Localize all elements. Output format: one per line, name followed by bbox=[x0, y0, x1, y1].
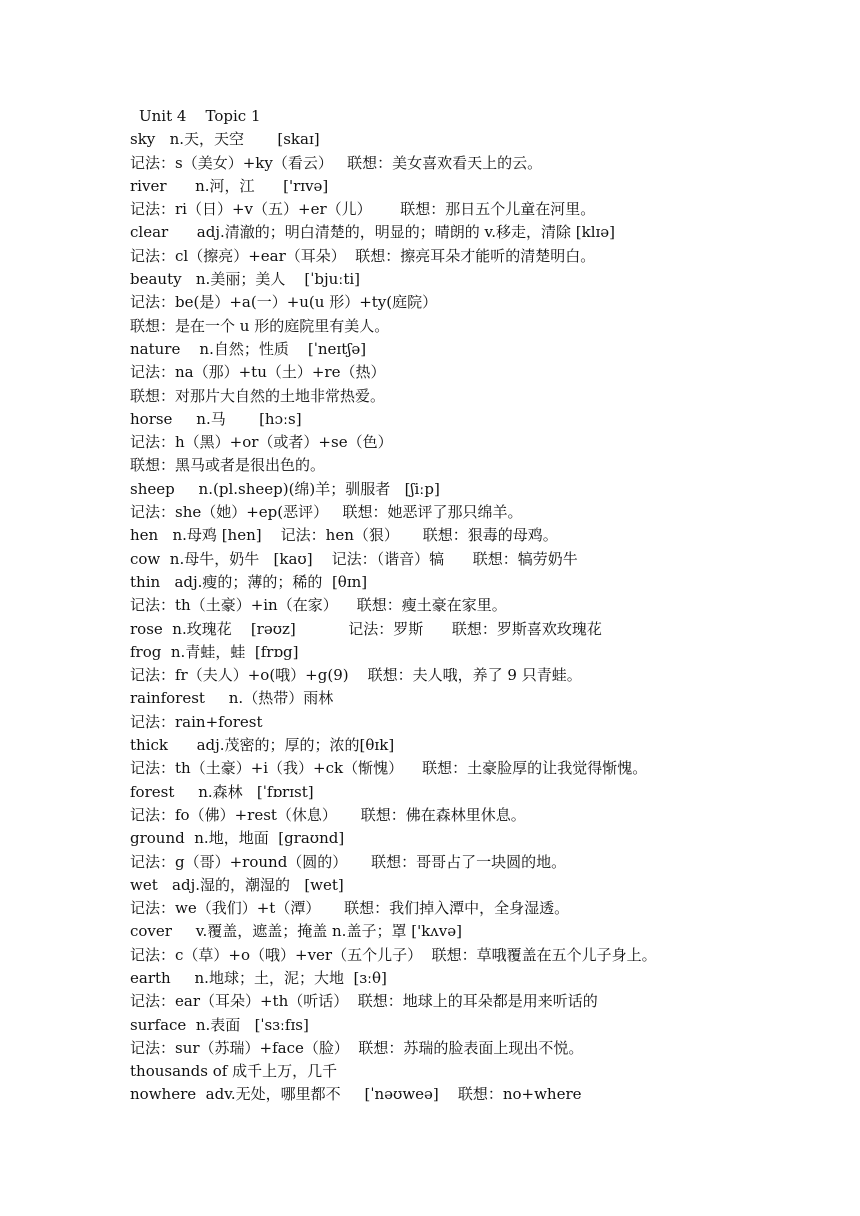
vocab-line: 记法：na（那）+tu（土）+re（热） bbox=[130, 363, 386, 382]
vocab-line: 记法：ri（日）+v（五）+er（儿） 联想：那日五个儿童在河里。 bbox=[130, 200, 596, 219]
vocab-line: 记法：rain+forest bbox=[130, 712, 263, 731]
vocab-line: thousands of 成千上万，几千 bbox=[130, 1062, 338, 1081]
vocab-line: 记法：fo（佛）+rest（休息） 联想：佛在森林里休息。 bbox=[130, 805, 526, 824]
vocab-line: 记法：c（草）+o（哦）+ver（五个儿子） 联想：草哦覆盖在五个儿子身上。 bbox=[130, 945, 657, 964]
vocab-line: cow n.母牛，奶牛 [kaʊ] 记法：（谐音）犒 联想：犒劳奶牛 bbox=[130, 549, 578, 568]
vocab-line: 记法：g（哥）+round（圆的） 联想：哥哥占了一块圆的地。 bbox=[130, 852, 567, 871]
vocab-line: 记法：ear（耳朵）+th（听话） 联想：地球上的耳朵都是用来听话的 bbox=[130, 992, 598, 1011]
vocab-line: river n.河，江 ['rɪvə] bbox=[130, 176, 329, 195]
vocab-line: earth n.地球；土，泥；大地 [ɜːθ] bbox=[130, 968, 387, 987]
vocab-line: 记法：s（美女）+ky（看云） 联想：美女喜欢看天上的云。 bbox=[130, 153, 543, 172]
vocab-line: 记法：th（土豪）+i（我）+ck（惭愧） 联想：土豪脸厚的让我觉得惭愧。 bbox=[130, 759, 648, 778]
vocab-line: 联想：对那片大自然的土地非常热爱。 bbox=[130, 386, 386, 405]
vocab-line: rose n.玫瑰花 [rəʊz] 记法：罗斯 联想：罗斯喜欢玫瑰花 bbox=[130, 619, 602, 638]
document-title: Unit 4 Topic 1 bbox=[139, 107, 261, 125]
vocab-line: thin adj.瘦的；薄的；稀的 [θɪn] bbox=[130, 572, 368, 591]
vocab-line: horse n.马 [hɔːs] bbox=[130, 409, 302, 428]
vocab-line: rainforest n.（热带）雨林 bbox=[130, 689, 334, 708]
vocab-line: sky n.天，天空 [skaɪ] bbox=[130, 130, 320, 149]
vocab-line: nature n.自然；性质 [ˈneɪtʃə] bbox=[130, 339, 367, 358]
vocab-line: 记法：be(是）+a(一）+u(u 形）+ty(庭院） bbox=[130, 293, 438, 312]
vocab-line: 记法：fr（夫人）+o(哦）+g(9) 联想：夫人哦，养了 9 只青蛙。 bbox=[130, 666, 582, 685]
vocab-line: forest n.森林 [ˈfɒrɪst] bbox=[130, 782, 314, 801]
vocab-line: sheep n.(pl.sheep)(绵)羊；驯服者 [ʃiːp] bbox=[130, 479, 440, 498]
vocab-line: nowhere adv.无处，哪里都不 [ˈnəʊweə] 联想：no+where bbox=[130, 1085, 582, 1104]
vocab-line: clear adj.清澈的；明白清楚的，明显的；晴朗的 v.移走，清除 [klɪə] bbox=[130, 223, 616, 242]
vocab-line: 联想：是在一个 u 形的庭院里有美人。 bbox=[130, 316, 390, 335]
vocab-line: 记法：she（她）+ep(恶评） 联想：她恶评了那只绵羊。 bbox=[130, 503, 523, 522]
vocab-line: surface n.表面 [ˈsɜːfɪs] bbox=[130, 1015, 309, 1034]
vocab-line: 联想：黑马或者是很出色的。 bbox=[130, 456, 326, 475]
vocab-line: beauty n.美丽；美人 [ˈbjuːti] bbox=[130, 270, 361, 289]
vocab-line: frog n.青蛙，蛙 [frɒg] bbox=[130, 642, 299, 661]
vocab-line: 记法：sur（苏瑞）+face（脸） 联想：苏瑞的脸表面上现出不悦。 bbox=[130, 1038, 584, 1057]
vocabulary-list bbox=[130, 128, 850, 1106]
vocab-line: wet adj.湿的，潮湿的 [wet] bbox=[130, 875, 344, 894]
vocab-line: 记法：th（土豪）+in（在家） 联想：瘦土豪在家里。 bbox=[130, 596, 507, 615]
vocab-line: cover v.覆盖，遮盖；掩盖 n.盖子；罩 ['kʌvə] bbox=[130, 922, 462, 941]
vocab-line: 记法：we（我们）+t（潭） 联想：我们掉入潭中，全身湿透。 bbox=[130, 899, 570, 918]
vocab-line: thick adj.茂密的；厚的；浓的[θɪk] bbox=[130, 736, 395, 755]
vocab-line: hen n.母鸡 [hen] 记法：hen（狠） 联想：狠毒的母鸡。 bbox=[130, 526, 558, 545]
document-body bbox=[130, 105, 850, 1107]
vocab-line: 记法：cl（擦亮）+ear（耳朵） 联想：擦亮耳朵才能听的清楚明白。 bbox=[130, 246, 596, 265]
vocab-line: ground n.地，地面 [graʊnd] bbox=[130, 829, 345, 848]
vocab-line: 记法：h（黑）+or（或者）+se（色） bbox=[130, 433, 393, 452]
